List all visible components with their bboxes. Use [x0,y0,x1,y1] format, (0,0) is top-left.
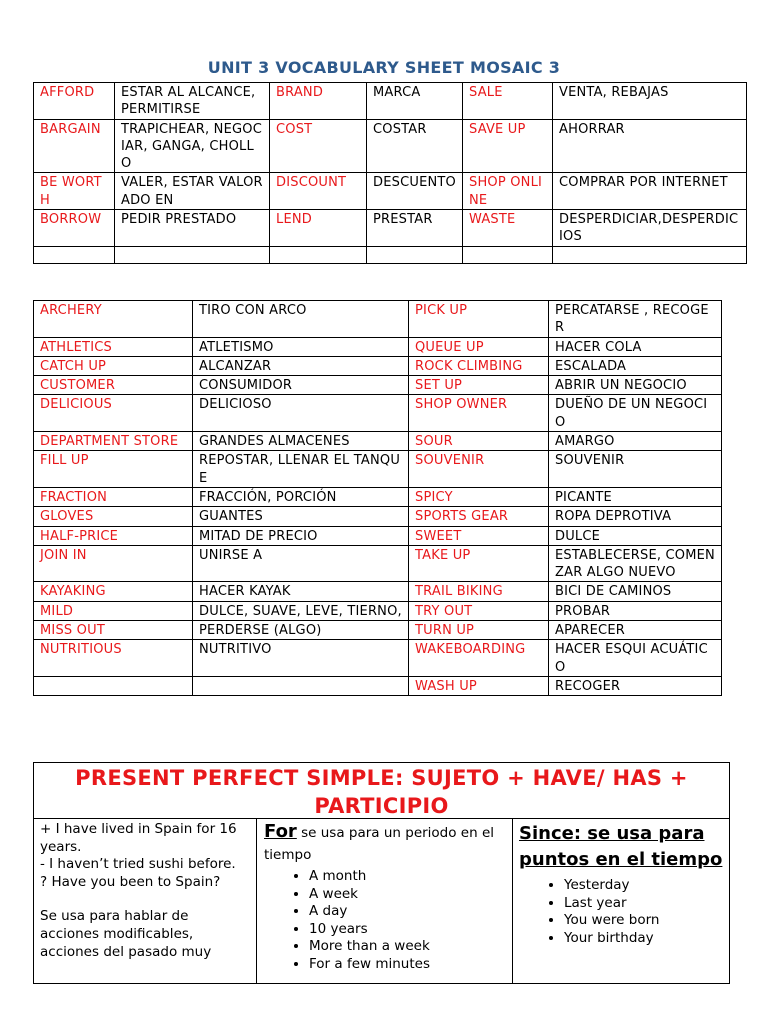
english-term [34,246,115,263]
english-term: BE WORTH [34,173,115,210]
list-item: • A month [309,868,505,886]
spanish-translation: ABRIR UN NEGOCIO [549,376,722,395]
english-term: BORROW [34,210,115,247]
table-row [34,356,722,375]
spanish-translation: GRANDES ALMACENES [193,432,409,451]
english-term: NUTRITIOUS [34,640,193,677]
spanish-translation: PICANTE [549,487,722,506]
table-row [34,301,722,338]
table-row [34,432,722,451]
english-term: BARGAIN [34,119,115,173]
spanish-translation: VALER, ESTAR VALORADO EN [115,173,270,210]
english-term: WASTE [463,210,553,247]
table-row [34,621,722,640]
spanish-translation: HACER ESQUI ACUÁTICO [549,640,722,677]
spanish-translation: VENTA, REBAJAS [553,83,747,120]
spanish-translation: ALCANZAR [193,356,409,375]
usage-text: Se usa para hablar de acciones modificables, acciones del pasado muy [40,908,212,960]
list-item: • Last year [564,895,723,913]
english-term: COST [270,119,367,173]
since-heading: Since: se usa para puntos en el tiempo [519,823,723,870]
spanish-translation: REPOSTAR, LLENAR EL TANQUE [193,451,409,488]
list-item: • For a few minutes [309,956,505,974]
spanish-translation: UNIRSE A [193,545,409,582]
spanish-translation: ESCALADA [549,356,722,375]
spanish-translation: DELICIOSO [193,395,409,432]
spanish-translation: HACER COLA [549,337,722,356]
spanish-translation [193,676,409,695]
list-item: • More than a week [309,938,505,956]
example-question: ? Have you been to Spain? [40,873,221,890]
grammar-box [33,762,730,984]
english-term: SET UP [409,376,549,395]
spanish-translation [367,246,463,263]
spanish-translation: GUANTES [193,507,409,526]
spanish-translation: ROPA DEPROTIVA [549,507,722,526]
table-row [34,173,747,210]
page-title: UNIT 3 VOCABULARY SHEET MOSAIC 3 [207,58,561,77]
spanish-translation: COMPRAR POR INTERNET [553,173,747,210]
english-term [463,246,553,263]
table-row [34,376,722,395]
english-term: CUSTOMER [34,376,193,395]
table-row [34,601,722,620]
english-term: TURN UP [409,621,549,640]
for-column [256,819,512,984]
table-row [34,582,722,601]
english-term: KAYAKING [34,582,193,601]
english-term: SHOP ONLINE [463,173,553,210]
english-term: SOUVENIR [409,451,549,488]
english-term: TRY OUT [409,601,549,620]
table-row [34,451,722,488]
table-row [34,526,722,545]
table-row [34,487,722,506]
english-term: FRACTION [34,487,193,506]
spanish-translation: MITAD DE PRECIO [193,526,409,545]
vocabulary-table-1 [33,82,747,264]
list-item: • A day [309,903,505,921]
spanish-translation: COSTAR [367,119,463,173]
english-term: JOIN IN [34,545,193,582]
spanish-translation: NUTRITIVO [193,640,409,677]
grammar-examples-column [34,819,256,984]
table-row [34,676,722,695]
list-item: • You were born [564,912,723,930]
english-term: DELICIOUS [34,395,193,432]
english-term: PICK UP [409,301,549,338]
spanish-translation: RECOGER [549,676,722,695]
english-term: ARCHERY [34,301,193,338]
spanish-translation: ESTABLECERSE, COMENZAR ALGO NUEVO [549,545,722,582]
for-list [264,868,505,974]
spanish-translation: APARECER [549,621,722,640]
spanish-translation: DESPERDICIAR,DESPERDICIOS [553,210,747,247]
spanish-translation: PERCATARSE , RECOGER [549,301,722,338]
table-row [34,545,722,582]
english-term: LEND [270,210,367,247]
spanish-translation: PRESTAR [367,210,463,247]
spanish-translation: DESCUENTO [367,173,463,210]
table-row [34,640,722,677]
table-row [34,83,747,120]
english-term: QUEUE UP [409,337,549,356]
english-term: AFFORD [34,83,115,120]
english-term: SPORTS GEAR [409,507,549,526]
spanish-translation: BICI DE CAMINOS [549,582,722,601]
english-term [34,676,193,695]
spanish-translation [115,246,270,263]
spanish-translation: PROBAR [549,601,722,620]
spanish-translation: TRAPICHEAR, NEGOCIAR, GANGA, CHOLLO [115,119,270,173]
spanish-translation: DULCE [549,526,722,545]
list-item: • A week [309,886,505,904]
english-term: FILL UP [34,451,193,488]
spanish-translation: CONSUMIDOR [193,376,409,395]
english-term: HALF-PRICE [34,526,193,545]
spanish-translation: AMARGO [549,432,722,451]
table-row [34,246,747,263]
spanish-translation: HACER KAYAK [193,582,409,601]
list-item: • Yesterday [564,877,723,895]
example-negative: - I haven’t tried sushi before. [40,856,236,873]
english-term: MISS OUT [34,621,193,640]
for-description: se usa para un periodo en el tiempo [264,825,495,863]
table-row [34,507,722,526]
english-term: DISCOUNT [270,173,367,210]
english-term: CATCH UP [34,356,193,375]
english-term: GLOVES [34,507,193,526]
english-term: SOUR [409,432,549,451]
spanish-translation: ESTAR AL ALCANCE,PERMITIRSE [115,83,270,120]
for-word: For [264,821,297,842]
spanish-translation: AHORRAR [553,119,747,173]
table-row [34,395,722,432]
english-term: SAVE UP [463,119,553,173]
grammar-heading: PRESENT PERFECT SIMPLE: SUJETO + HAVE/ HAS + PARTICIPIO [34,763,729,819]
spanish-translation: SOUVENIR [549,451,722,488]
english-term: MILD [34,601,193,620]
english-term: SALE [463,83,553,120]
english-term: TRAIL BIKING [409,582,549,601]
spanish-translation: PERDERSE (ALGO) [193,621,409,640]
english-term: BRAND [270,83,367,120]
table-row [34,119,747,173]
list-item: • 10 years [309,921,505,939]
english-term: TAKE UP [409,545,549,582]
spanish-translation: FRACCIÓN, PORCIÓN [193,487,409,506]
spanish-translation: ATLETISMO [193,337,409,356]
spanish-translation: TIRO CON ARCO [193,301,409,338]
english-term: DEPARTMENT STORE [34,432,193,451]
english-term: SPICY [409,487,549,506]
since-column [512,819,729,984]
since-list [519,877,723,947]
vocabulary-table-2 [33,300,722,696]
table-row [34,210,747,247]
spanish-translation: PEDIR PRESTADO [115,210,270,247]
english-term [270,246,367,263]
list-item: • Your birthday [564,930,723,948]
english-term: WASH UP [409,676,549,695]
spanish-translation: MARCA [367,83,463,120]
english-term: SHOP OWNER [409,395,549,432]
example-affirmative: + I have lived in Spain for 16 years. [40,821,237,855]
table-row [34,337,722,356]
spanish-translation: DUEÑO DE UN NEGOCIO [549,395,722,432]
english-term: ATHLETICS [34,337,193,356]
english-term: SWEET [409,526,549,545]
spanish-translation [553,246,747,263]
english-term: WAKEBOARDING [409,640,549,677]
spanish-translation: DULCE, SUAVE, LEVE, TIERNO, [193,601,409,620]
english-term: ROCK CLIMBING [409,356,549,375]
